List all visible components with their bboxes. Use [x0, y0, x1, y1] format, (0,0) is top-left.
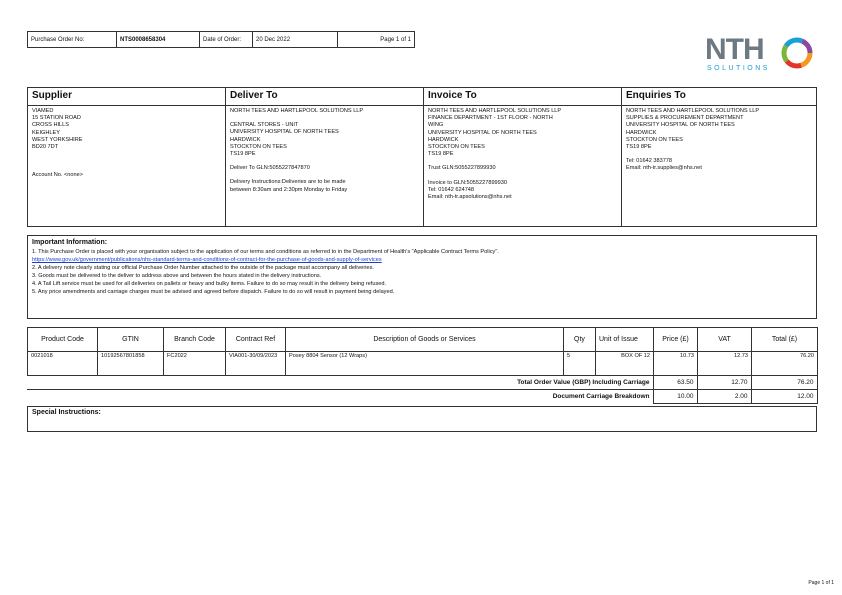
supplier-line: BD20 7DT: [32, 144, 59, 151]
carriage-net: 10.00: [653, 390, 697, 404]
deliver-line: TS19 8PE: [230, 151, 256, 158]
total-cell: 76.20: [752, 352, 818, 376]
supplier-line: 15 STATION ROAD: [32, 115, 81, 122]
branch-code-cell: FC2022: [164, 352, 226, 376]
unit-cell: BOX OF 12: [596, 352, 654, 376]
supplier-account: Account No. <none>: [32, 172, 84, 179]
special-instructions: [27, 406, 817, 432]
column-header: VAT: [698, 328, 752, 352]
page-indicator: Page 1 of 1: [338, 32, 415, 48]
address-block: [27, 87, 817, 227]
deliver-gln: Deliver To GLN:5055227847870: [230, 165, 310, 172]
order-items-table: [27, 327, 818, 376]
important-title: Important Information:: [32, 239, 108, 246]
table-header-row: [28, 328, 818, 352]
vat-cell: 12.73: [698, 352, 752, 376]
deliver-line: HARDWICK: [230, 136, 261, 143]
important-line-4: 4. A Tail Lift service must be used for all deliveries on pallets or heavy and bulky items. Failure to do so may result in the delivery being refused.: [32, 281, 387, 287]
carriage-row: [27, 390, 817, 404]
invoice-tel: Tel: 01642 624748: [428, 186, 475, 193]
company-logo: [705, 33, 815, 75]
column-header: GTIN: [98, 328, 164, 352]
invoice-to-column: [424, 88, 622, 226]
invoice-line: FINANCE DEPARTMENT - 1ST FLOOR - NORTH: [428, 115, 553, 122]
column-header: Description of Goods or Services: [286, 328, 564, 352]
contract-ref-cell: VIA001-30/09/2023: [226, 352, 286, 376]
invoice-to-heading: Invoice To: [424, 88, 621, 106]
po-number-label: Purchase Order No:: [28, 32, 117, 48]
total-order-label: Total Order Value (GBP) Including Carriage: [27, 376, 653, 390]
enquiries-to-column: [622, 88, 816, 226]
invoice-email: Email: nth-tr.apsolutions@nhs.net: [428, 194, 512, 201]
invoice-line: UNIVERSITY HOSPITAL OF NORTH TEES: [428, 129, 537, 136]
table-row: [28, 352, 818, 376]
logo-subtitle: SOLUTIONS: [707, 65, 770, 72]
total-order-row: [27, 376, 817, 390]
important-line-5: 5. Any price amendments and carriage charges must be advised and agreed before dispatch. Failure to do so will result in payment being delayed.: [32, 289, 395, 295]
important-line-2: 2. A delivery note clearly stating our official Purchase Order Number attached to the outside of the package must accompany all deliveries.: [32, 265, 374, 271]
total-vat: 12.70: [697, 376, 751, 390]
price-cell: 10.73: [654, 352, 698, 376]
carriage-gross: 12.00: [751, 390, 817, 404]
deliver-line: STOCKTON ON TEES: [230, 143, 287, 150]
description-cell: Posey 8804 Sensor (12 Wraps): [286, 352, 564, 376]
enquiries-tel: Tel: 01642 383778: [626, 158, 673, 165]
footer-page-number: Page 1 of 1: [808, 580, 834, 586]
deliver-to-column: [226, 88, 424, 226]
order-header-bar: [27, 31, 415, 48]
important-line-1: 1. This Purchase Order is placed with your organisation subject to the application of our terms and conditions as referred to in the Department of Health's "Applicable Contract Terms Policy".: [32, 249, 499, 255]
carriage-label: Document Carriage Breakdown: [27, 390, 653, 404]
trust-gln: Trust GLN:5055227899930: [428, 165, 496, 172]
deliver-line: UNIVERSITY HOSPITAL OF NORTH TEES: [230, 129, 339, 136]
column-header: Contract Ref: [226, 328, 286, 352]
invoice-line: STOCKTON ON TEES: [428, 144, 485, 151]
column-header: Unit of Issue: [596, 328, 654, 352]
deliver-to-heading: Deliver To: [226, 88, 423, 106]
column-header: Product Code: [28, 328, 98, 352]
totals-table: [27, 375, 818, 404]
carriage-vat: 2.00: [697, 390, 751, 404]
gtin-cell: 10192567801858: [98, 352, 164, 376]
invoice-gln: Invoice to GLN:5055227899930: [428, 179, 507, 186]
total-net: 63.50: [653, 376, 697, 390]
supplier-line: KEIGHLEY: [32, 129, 60, 136]
special-instructions-title: Special Instructions:: [32, 409, 101, 416]
deliver-line: NORTH TEES AND HARTLEPOOL SOLUTIONS LLP: [230, 108, 364, 114]
order-date-label: Date of Order:: [200, 32, 253, 48]
invoice-line: TS19 8PE: [428, 151, 454, 158]
supplier-line: WEST YORKSHIRE: [32, 136, 83, 143]
supplier-line: VIAMED: [32, 108, 54, 114]
invoice-line: WING: [428, 122, 444, 129]
enquiries-line: SUPPLIES & PROCUREMENT DEPARTMENT: [626, 115, 744, 122]
po-number-value: NTS0008658304: [117, 32, 200, 48]
invoice-line: HARDWICK: [428, 136, 459, 143]
supplier-column: [28, 88, 226, 226]
important-line-3: 3. Goods must be delivered to the deliver to address above and between the hours stated in the delivery instructions.: [32, 273, 322, 279]
product-code-cell: 0021018: [28, 352, 98, 376]
enquiries-line: NORTH TEES AND HARTLEPOOL SOLUTIONS LLP: [626, 108, 760, 114]
terms-link[interactable]: https://www.gov.uk/government/publications/nhs-standard-terms-and-conditions-of-contract-for-the-purchase-of-goods-and-supply-of-services: [32, 257, 382, 263]
enquiries-line: UNIVERSITY HOSPITAL OF NORTH TEES: [626, 122, 735, 129]
logo-wordmark: NTH: [705, 33, 764, 66]
invoice-line: NORTH TEES AND HARTLEPOOL SOLUTIONS LLP: [428, 108, 562, 114]
delivery-instructions: Delivery Instructions:Deliveries are to be made: [230, 179, 346, 186]
enquiries-email: Email: nth-tr.supplies@nhs.net: [626, 165, 702, 172]
supplier-line: CROSS HILLS: [32, 122, 69, 129]
column-header: Branch Code: [164, 328, 226, 352]
qty-cell: 5: [564, 352, 596, 376]
logo-swirl-icon: [779, 35, 815, 71]
important-information: [27, 235, 817, 319]
supplier-heading: Supplier: [28, 88, 225, 106]
column-header: Price (£): [654, 328, 698, 352]
deliver-line: CENTRAL STORES - UNIT: [230, 122, 299, 129]
enquiries-line: HARDWICK: [626, 129, 657, 136]
enquiries-line: TS19 8PE: [626, 144, 652, 151]
order-date-value: 20 Dec 2022: [253, 32, 338, 48]
delivery-instructions: between 8:30am and 2:30pm Monday to Friday: [230, 186, 348, 193]
column-header: Qty: [564, 328, 596, 352]
enquiries-to-heading: Enquiries To: [622, 88, 816, 106]
total-gross: 76.20: [751, 376, 817, 390]
enquiries-line: STOCKTON ON TEES: [626, 136, 683, 143]
column-header: Total (£): [752, 328, 818, 352]
